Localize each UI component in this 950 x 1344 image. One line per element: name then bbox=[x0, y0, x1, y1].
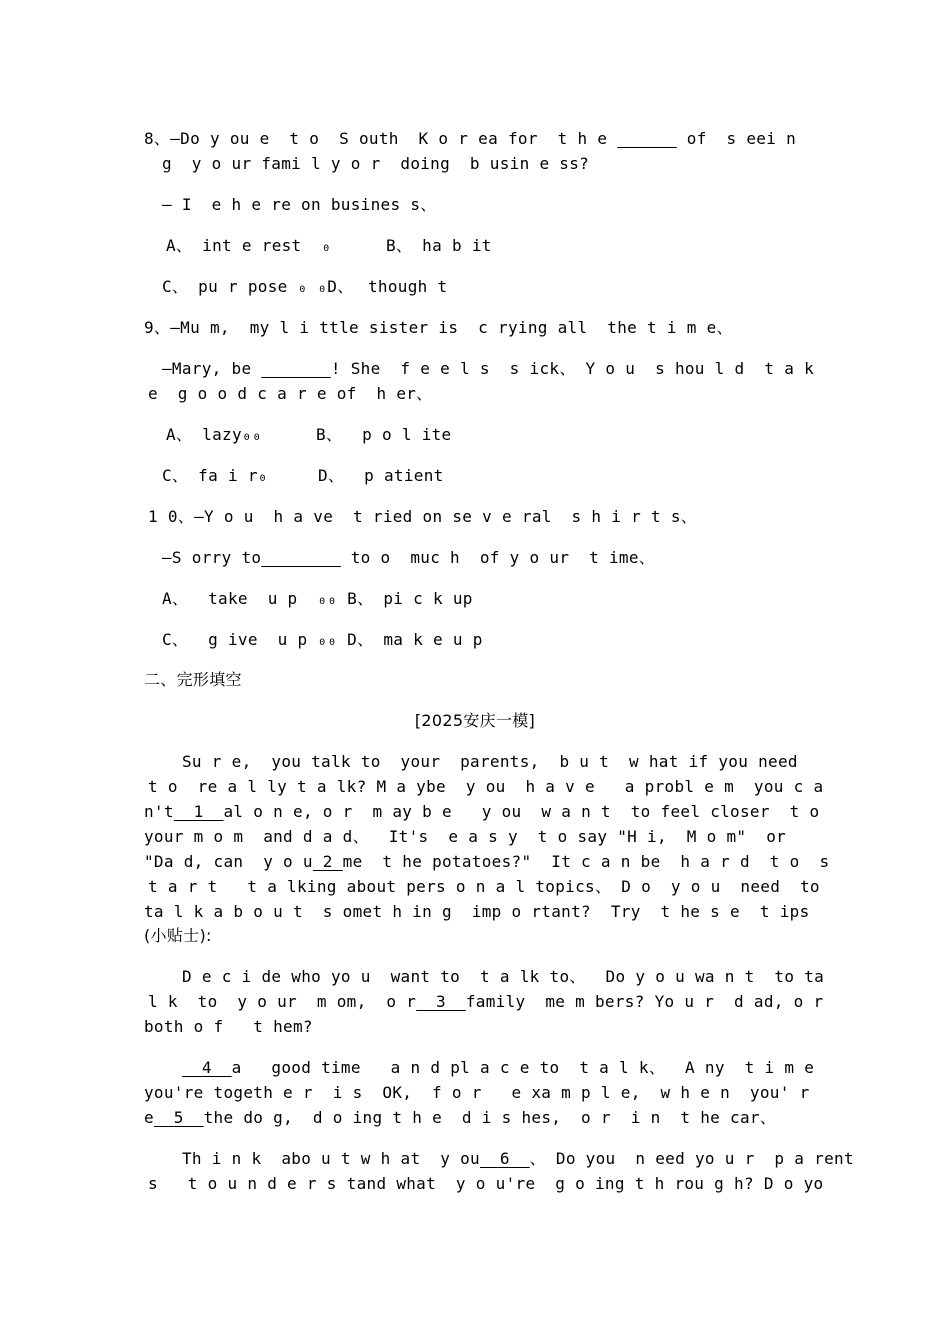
passage-p1-line2: t o re a l ly t a lk? M a ybe y ou h a v e a probl e m you c a bbox=[148, 777, 824, 796]
blank-2: 2 bbox=[312, 852, 343, 871]
blank-5: 5 bbox=[153, 1108, 204, 1127]
q8-line1: 8、—Do y ou e t o S outh K o r ea for t h e ______ of s eei n bbox=[144, 129, 797, 148]
passage-p2-line1: D e c i de who yo u want to t a lk to、 Do y o u wa n t to ta bbox=[182, 967, 825, 986]
q8-option-a: A、 int e rest ₀ bbox=[166, 236, 332, 255]
passage-p4-line2: s t o u n d e r s tand what y o u're g o ing t h rou g h? D o yo bbox=[148, 1174, 824, 1193]
q8-blank: ______ bbox=[617, 129, 677, 148]
passage-p1-line8: (小贴士): bbox=[144, 926, 212, 945]
q8-line2: g y o ur fami l y o r doing b usin e ss? bbox=[162, 154, 590, 173]
passage-p1-line7: ta l k a b o u t s omet h in g imp o rtant? Try t he s e t ips bbox=[144, 902, 810, 921]
section-title: 二、完形填空 bbox=[144, 670, 242, 689]
blank-6: 6 bbox=[479, 1149, 530, 1168]
q8-option-c: C、 pu r pose ₀ ₀D、 bbox=[162, 277, 354, 296]
passage-p2-line2: l k to y o ur m om, o r 3 family me m bers? Yo u r d ad, o r bbox=[148, 992, 824, 1011]
q10-answer: —S orry to________ to o muc h of y o ur t ime、 bbox=[162, 548, 656, 567]
passage-p3-line3: e 5 the do g, d o ing t h e d i s hes, o r i n t he car、 bbox=[144, 1108, 777, 1127]
q9-option-d: D、 p atient bbox=[318, 466, 444, 485]
blank-4: 4 bbox=[182, 1058, 232, 1077]
q9-option-c: C、 fa i r₀ bbox=[162, 466, 268, 485]
blank-1: 1 bbox=[173, 802, 224, 821]
q8-answer: — I e h e re on busines s、 bbox=[162, 195, 437, 214]
passage-p1-line5: "Da d, can y o u 2 me t he potatoes?" It c a n be h a r d t o s bbox=[144, 852, 830, 871]
section-source: [2025安庆一模] bbox=[414, 711, 536, 730]
passage-p1-line6: t a r t t a lking about pers o n a l topics、 D o y o u need to bbox=[148, 877, 820, 896]
q10-option-c-d: C、 g ive u p ₀₀ D、 ma k e u p bbox=[162, 630, 483, 649]
q9-blank: _______ bbox=[261, 359, 331, 378]
passage-p1-line4: your m o m and d a d、 It's e a s y t o say "H i, M o m" or bbox=[144, 827, 787, 846]
q10-blank: ________ bbox=[261, 548, 341, 567]
q10-option-a-b: A、 take u p ₀₀ B、 pi c k up bbox=[162, 589, 473, 608]
q8-option-b: B、 ha b it bbox=[386, 236, 492, 255]
q9-option-a: A、 lazy₀₀ bbox=[166, 425, 262, 444]
q10-line1: 1 0、—Y o u h a ve t ried on se v e ral s h i r t s、 bbox=[148, 507, 698, 526]
passage-p1-line3: n't 1 al o n e, o r m ay b e y ou w a n t to feel closer t o bbox=[144, 802, 820, 821]
passage-p2-line3: both o f t hem? bbox=[144, 1017, 313, 1036]
q9-answer-line1: —Mary, be _______! She f e e l s s ick、 Y o u s hou l d t a k bbox=[162, 359, 815, 378]
q9-line1: 9、—Mu m, my l i ttle sister is c rying all the t i m e、 bbox=[144, 318, 733, 337]
q9-option-b: B、 p o l ite bbox=[316, 425, 452, 444]
passage-p3-line2: you're togeth e r i s OK, f o r e xa m p l e, w h e n you' r bbox=[144, 1083, 810, 1102]
passage-p4-line1: Th i n k abo u t w h at y ou 6 、 Do you n eed yo u r p a rent bbox=[182, 1149, 854, 1168]
q8-option-d: though t bbox=[368, 277, 448, 296]
passage-p3-line1: 4 a good time a n d pl a c e to t a l k、 A ny t i m e bbox=[182, 1058, 815, 1077]
blank-3: 3 bbox=[416, 992, 466, 1011]
q9-answer-line2: e g o o d c a r e of h er、 bbox=[148, 384, 433, 403]
passage-p1-line1: Su r e, you talk to your parents, b u t w hat if you need bbox=[182, 752, 798, 771]
